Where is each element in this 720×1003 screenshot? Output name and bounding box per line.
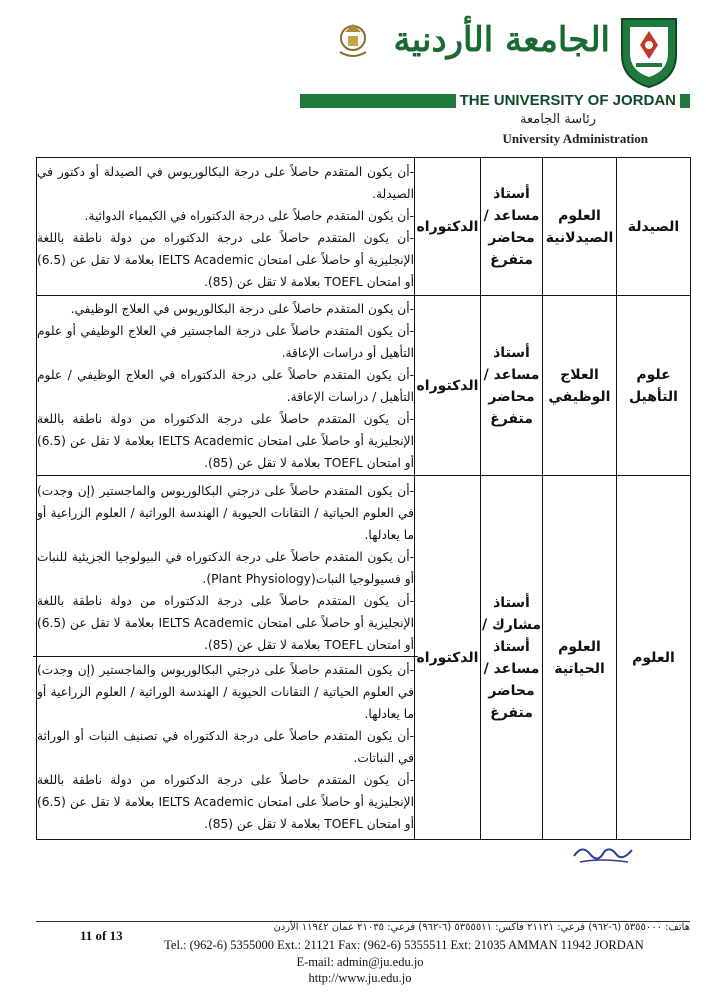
requirement-line: -أن يكون المتقدم حاصلاً على درجتي البكالوريوس والماجستير (إن وجدت) في العلوم الحياتية / التقانات الحيوية / الهندسة الوراثية / العلوم الزراعية أو ما يعادلها. xyxy=(37,484,414,542)
degree-cell: الدكتوراه xyxy=(415,296,481,476)
requirements-cell xyxy=(37,158,415,296)
requirement-line: -أن يكون المتقدم حاصلاً على درجة الدكتوراه في تصنيف النبات أو الوراثة في النباتات. xyxy=(37,729,414,765)
department-cell: الصيدلة xyxy=(617,158,691,296)
requirement-line: -أن يكون المتقدم حاصلاً على درجة الماجستير في العلاج الوظيفي أو علوم التأهيل أو دراسات الإعاقة. xyxy=(37,323,414,360)
specialization-cell: العلوم الصيدلانية xyxy=(543,158,617,296)
requirement-line: -أن يكون المتقدم حاصلاً على درجتي البكالوريوس والماجستير (إن وجدت) في العلوم الحياتية / التقانات الحيوية / الهندسة الوراثية / العلوم الزراعية أو ما يعادلها. xyxy=(37,663,414,721)
department-cell: علوم التأهيل xyxy=(617,296,691,476)
footer-contact-arabic: هاتف: ٥٣٥٥٠٠٠ (٦-٩٦٢) فرعي: ٢١١٢١ فاكس: ٥٣٥٥٥١١ (٦-٩٦٢) فرعي: ٢١٠٣٥ عمان ١١٩٤٢ الأردن xyxy=(273,922,690,933)
department-cell: العلوم xyxy=(617,476,691,840)
requirement-line: -أن يكون المتقدم حاصلاً على درجة الدكتوراه في الكيمياء الدوائية. xyxy=(84,208,414,223)
degree-cell: الدكتوراه xyxy=(415,158,481,296)
presidency-label: رئاسة الجامعة xyxy=(520,112,596,127)
requirement-line: -أن يكون المتقدم حاصلاً على درجة الدكتوراه من دولة ناطقة باللغة الإنجليزية أو حاصلاً على امتحان IELTS Academic بعلامة لا تقل عن (6.5) أو امتحان TOEFL بعلامة لا تقل عن (85). xyxy=(37,594,414,652)
degree-cell: الدكتوراه xyxy=(415,476,481,840)
letterhead xyxy=(0,0,720,160)
requirement-line: -أن يكون المتقدم حاصلاً على درجة الدكتوراه من دولة ناطقة باللغة الإنجليزية أو حاصلاً على امتحان IELTS Academic بعلامة لا تقل عن (6.5) أو امتحان TOEFL بعلامة لا تقل عن (85). xyxy=(37,773,414,831)
footer-email[interactable]: E-mail: admin@ju.edu.jo xyxy=(296,955,424,969)
positions-table xyxy=(36,157,691,840)
specialization-cell: العلوم الحياتية xyxy=(543,476,617,840)
requirement-line: -أن يكون المتقدم حاصلاً على درجة الدكتوراه في البيولوجيا الجزيئية للنبات أو فسيولوجيا النبات(Plant Physiology). xyxy=(37,550,414,586)
rank-cell: أستاذ مشارك / أستاذ مساعد / محاضر متفرغ xyxy=(481,476,543,840)
seal-icon xyxy=(328,18,378,64)
university-crest-icon xyxy=(618,15,680,89)
requirements-cell xyxy=(37,476,415,840)
requirements-block xyxy=(33,656,418,835)
requirements-cell xyxy=(37,296,415,476)
rank-cell: أستاذ مساعد / محاضر متفرغ xyxy=(481,296,543,476)
table-row xyxy=(37,158,691,296)
requirement-line: -أن يكون المتقدم حاصلاً على درجة البكالوريوس في العلاج الوظيفي. xyxy=(70,301,414,316)
footer-website[interactable]: http://www.ju.edu.jo xyxy=(308,971,412,985)
university-name-english: THE UNIVERSITY OF JORDAN xyxy=(456,92,680,110)
table-row xyxy=(37,296,691,476)
footer-contact-english: Tel.: (962-6) 5355000 Ext.: 21121 Fax: (962-6) 5355511 Ext: 21035 AMMAN 11942 JORDAN xyxy=(164,938,644,952)
requirement-line: -أن يكون المتقدم حاصلاً على درجة البكالوريوس في الصيدلة أو دكتور في الصيدلة. xyxy=(37,164,414,201)
table-row xyxy=(37,476,691,840)
rank-cell: أستاذ مساعد / محاضر متفرغ xyxy=(481,158,543,296)
requirement-line: -أن يكون المتقدم حاصلاً على درجة الدكتوراه من دولة ناطقة باللغة الإنجليزية أو حاصلاً على امتحان IELTS Academic بعلامة لا تقل عن (6.5) أو امتحان TOEFL بعلامة لا تقل عن (85). xyxy=(37,411,414,470)
requirement-line: -أن يكون المتقدم حاصلاً على درجة الدكتوراه من دولة ناطقة باللغة الإنجليزية أو حاصلاً على امتحان IELTS Academic بعلامة لا تقل عن (6.5) أو امتحان TOEFL بعلامة لا تقل عن (85). xyxy=(37,230,414,289)
university-logo-arabic: الجامعة الأردنية xyxy=(393,20,610,60)
administration-label: University Administration xyxy=(502,131,648,146)
specialization-cell: العلاج الوظيفي xyxy=(543,296,617,476)
seal-caption xyxy=(300,62,410,70)
page-number: 11 of 13 xyxy=(80,928,123,943)
requirement-line: -أن يكون المتقدم حاصلاً على درجة الدكتوراه في العلاج الوظيفي / علوم التأهيل / دراسات الإعاقة. xyxy=(37,367,414,404)
signature-icon xyxy=(570,838,640,868)
